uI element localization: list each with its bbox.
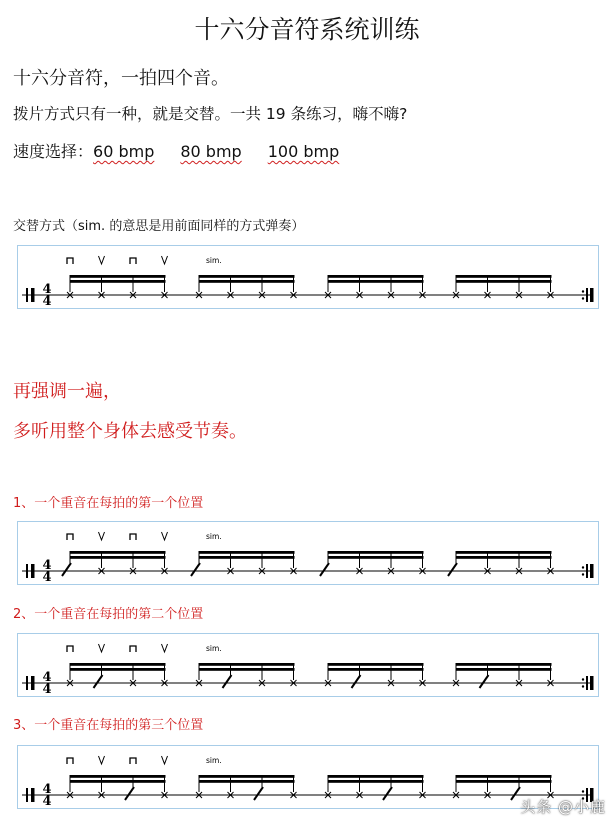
upstroke-mark xyxy=(162,756,168,764)
repeat-start-thick-bar xyxy=(31,288,35,302)
repeat-start-thin-bar xyxy=(26,288,28,302)
repeat-end-thick-bar xyxy=(590,564,594,578)
beam xyxy=(70,556,166,559)
repeat-end-thick-bar xyxy=(590,288,594,302)
accent-slash-notehead xyxy=(480,675,489,688)
downstroke-mark xyxy=(130,758,136,764)
repeat-start-thin-bar xyxy=(26,564,28,578)
beam xyxy=(328,663,424,666)
beam xyxy=(456,551,552,554)
repeat-dot xyxy=(582,790,584,792)
beam xyxy=(70,280,166,283)
repeat-dot xyxy=(582,297,584,299)
beam xyxy=(328,275,424,278)
exercise-heading-3: 3、一个重音在每拍的第三个位置 xyxy=(13,718,204,733)
exercise-heading-2: 2、一个重音在每拍的第二个位置 xyxy=(13,607,204,622)
beam xyxy=(70,780,166,783)
beam xyxy=(456,663,552,666)
beam xyxy=(199,556,295,559)
repeat-start-thin-bar xyxy=(26,676,28,690)
accent-slash-notehead xyxy=(125,787,134,800)
accent-slash-notehead xyxy=(62,563,71,576)
emphasis-line-1: 再强调一遍， xyxy=(13,381,121,402)
sim-label: sim. xyxy=(206,756,222,765)
beam xyxy=(328,775,424,778)
intro-line-1: 十六分音符，一拍四个音。 xyxy=(13,68,229,89)
upstroke-mark xyxy=(99,644,105,652)
rhythm-staff xyxy=(18,746,598,808)
tempo-line xyxy=(13,139,339,162)
repeat-dot xyxy=(582,685,584,687)
upstroke-mark xyxy=(162,256,168,264)
repeat-dot xyxy=(582,566,584,568)
upstroke-mark xyxy=(162,532,168,540)
beam xyxy=(70,275,166,278)
downstroke-mark xyxy=(67,646,73,652)
upstroke-mark xyxy=(99,256,105,264)
time-signature-top: 4 xyxy=(42,670,52,685)
accent-slash-notehead xyxy=(254,787,263,800)
exercise-heading-1: 1、一个重音在每拍的第一个位置 xyxy=(13,496,204,511)
beam xyxy=(199,275,295,278)
beam xyxy=(328,556,424,559)
beam xyxy=(456,668,552,671)
time-signature-bottom: 4 xyxy=(42,682,52,696)
notation-box-exercise-3 xyxy=(17,745,599,809)
tempo-option: 100 bmp xyxy=(267,142,340,161)
beam xyxy=(199,668,295,671)
repeat-dot xyxy=(582,290,584,292)
downstroke-mark xyxy=(130,534,136,540)
downstroke-mark xyxy=(67,534,73,540)
accent-slash-notehead xyxy=(352,675,361,688)
watermark: 头条 @小鹿 xyxy=(520,798,606,816)
accent-slash-notehead xyxy=(320,563,329,576)
repeat-start-thick-bar xyxy=(31,564,35,578)
beam xyxy=(328,668,424,671)
alternate-caption: 交替方式（sim. 的意思是用前面同样的方式弹奏） xyxy=(13,219,305,234)
beam xyxy=(199,663,295,666)
beam xyxy=(456,556,552,559)
repeat-end-thin-bar xyxy=(586,676,588,690)
intro-line-2: 拨片方式只有一种，就是交替。一共 19 条练习，嗨不嗨? xyxy=(13,105,408,123)
beam xyxy=(328,551,424,554)
beam xyxy=(456,275,552,278)
accent-slash-notehead xyxy=(94,675,103,688)
upstroke-mark xyxy=(99,532,105,540)
rhythm-staff xyxy=(18,522,598,584)
notation-box-alternate xyxy=(17,245,599,309)
beam xyxy=(199,775,295,778)
downstroke-mark xyxy=(67,758,73,764)
beam xyxy=(70,775,166,778)
repeat-start-thin-bar xyxy=(26,788,28,802)
sim-label: sim. xyxy=(206,644,222,653)
accent-slash-notehead xyxy=(383,787,392,800)
tempo-label: 速度选择： xyxy=(13,142,94,161)
repeat-start-thick-bar xyxy=(31,788,35,802)
beam xyxy=(199,780,295,783)
beam xyxy=(328,280,424,283)
rhythm-staff xyxy=(18,634,598,696)
page-title: 十六分音符系统训练 xyxy=(194,15,420,44)
time-signature-bottom: 4 xyxy=(42,294,52,308)
upstroke-mark xyxy=(99,756,105,764)
repeat-start-thick-bar xyxy=(31,676,35,690)
beam xyxy=(199,280,295,283)
downstroke-mark xyxy=(130,646,136,652)
accent-slash-notehead xyxy=(511,787,520,800)
time-signature-bottom: 4 xyxy=(42,794,52,808)
tempo-option: 60 bmp xyxy=(93,142,155,161)
accent-slash-notehead xyxy=(223,675,232,688)
time-signature-top: 4 xyxy=(42,782,52,797)
tempo-option: 80 bmp xyxy=(180,142,242,161)
sim-label: sim. xyxy=(206,532,222,541)
beam xyxy=(456,280,552,283)
time-signature-top: 4 xyxy=(42,282,52,297)
beam xyxy=(199,551,295,554)
beam xyxy=(70,663,166,666)
time-signature-top: 4 xyxy=(42,558,52,573)
downstroke-mark xyxy=(130,258,136,264)
emphasis-line-2: 多听用整个身体去感受节奏。 xyxy=(13,421,247,442)
notation-box-exercise-2 xyxy=(17,633,599,697)
upstroke-mark xyxy=(162,644,168,652)
repeat-end-thick-bar xyxy=(590,676,594,690)
repeat-end-thin-bar xyxy=(586,564,588,578)
downstroke-mark xyxy=(67,258,73,264)
beam xyxy=(328,780,424,783)
repeat-end-thin-bar xyxy=(586,288,588,302)
rhythm-staff xyxy=(18,246,598,308)
beam xyxy=(70,551,166,554)
repeat-dot xyxy=(582,573,584,575)
sim-label: sim. xyxy=(206,256,222,265)
notation-box-exercise-1 xyxy=(17,521,599,585)
beam xyxy=(456,780,552,783)
repeat-dot xyxy=(582,678,584,680)
accent-slash-notehead xyxy=(448,563,457,576)
time-signature-bottom: 4 xyxy=(42,570,52,584)
accent-slash-notehead xyxy=(191,563,200,576)
beam xyxy=(70,668,166,671)
beam xyxy=(456,775,552,778)
